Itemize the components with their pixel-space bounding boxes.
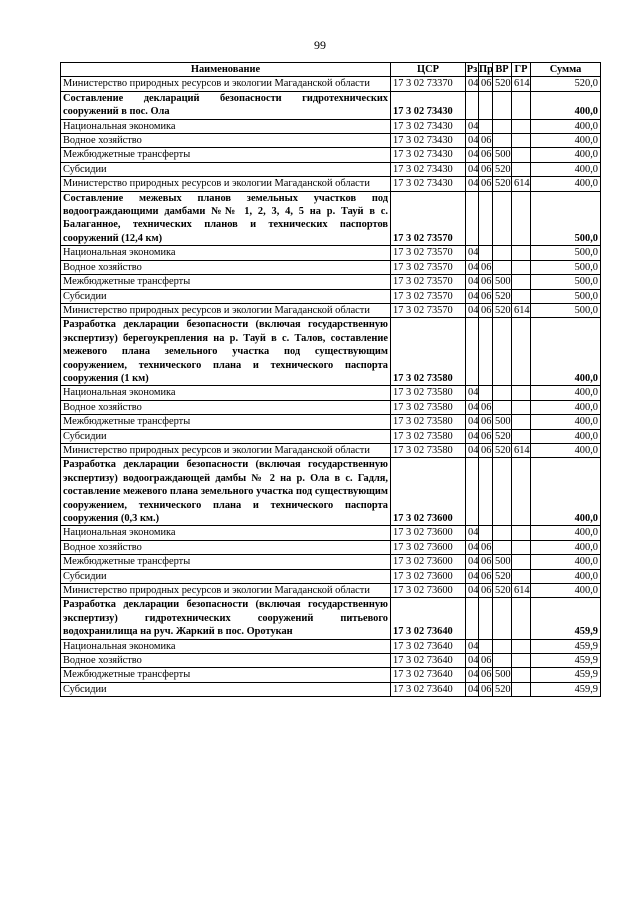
header-name: Наименование [61,63,391,77]
row-gr [512,289,531,303]
row-name: Водное хозяйство [61,654,391,668]
row-vr: 520 [493,429,512,443]
row-pr: 06 [479,654,493,668]
row-name: Разработка декларации безопасности (включая государственную экспертизу) гидротехнических сооружений питьевого водохранилища на руч. Жаркий в пос. Оротукан [61,598,391,639]
row-rz: 04 [466,555,479,569]
row-gr [512,540,531,554]
row-vr: 500 [493,555,512,569]
table-row [61,191,601,246]
table-row [61,148,601,162]
table-row [61,134,601,148]
budget-table [60,62,601,697]
row-pr: 06 [479,682,493,696]
row-sum: 500,0 [531,246,601,260]
row-pr: 06 [479,400,493,414]
row-gr [512,415,531,429]
row-rz [466,318,479,386]
header-csr: ЦСР [391,63,466,77]
row-csr: 17 3 02 73580 [391,429,466,443]
row-gr: 614 [512,77,531,91]
row-rz: 04 [466,260,479,274]
row-name: Министерство природных ресурсов и экологии Магаданской области [61,303,391,317]
row-sum: 500,0 [531,289,601,303]
row-pr: 06 [479,260,493,274]
row-sum: 400,0 [531,540,601,554]
table-row [61,555,601,569]
row-rz: 04 [466,177,479,191]
row-rz: 04 [466,275,479,289]
row-rz: 04 [466,303,479,317]
row-name: Водное хозяйство [61,260,391,274]
row-name: Субсидии [61,289,391,303]
row-csr: 17 3 02 73430 [391,148,466,162]
row-csr: 17 3 02 73600 [391,584,466,598]
row-csr: 17 3 02 73580 [391,400,466,414]
row-sum: 459,9 [531,639,601,653]
row-csr: 17 3 02 73370 [391,77,466,91]
row-gr [512,400,531,414]
row-name: Национальная экономика [61,526,391,540]
row-pr [479,458,493,526]
row-name: Субсидии [61,429,391,443]
row-sum: 400,0 [531,162,601,176]
table-row [61,639,601,653]
header-pr: Пр [479,64,493,75]
row-gr [512,654,531,668]
row-name: Межбюджетные трансферты [61,148,391,162]
row-gr [512,682,531,696]
row-gr [512,668,531,682]
row-csr: 17 3 02 73570 [391,246,466,260]
row-pr: 06 [479,275,493,289]
row-vr: 520 [493,584,512,598]
row-rz: 04 [466,429,479,443]
row-pr [479,246,493,260]
row-name: Национальная экономика [61,386,391,400]
table-row [61,682,601,696]
table-row [61,458,601,526]
table-row [61,584,601,598]
row-name: Министерство природных ресурсов и экологии Магаданской области [61,177,391,191]
row-gr [512,598,531,639]
row-name: Министерство природных ресурсов и экологии Магаданской области [61,584,391,598]
row-csr: 17 3 02 73600 [391,555,466,569]
row-pr [479,191,493,246]
row-name: Составление деклараций безопасности гидротехнических сооружений в пос. Ола [61,91,391,119]
row-vr: 500 [493,415,512,429]
row-vr [493,191,512,246]
row-csr: 17 3 02 73640 [391,682,466,696]
row-vr [493,119,512,133]
row-gr [512,458,531,526]
row-vr [493,598,512,639]
row-gr: 614 [512,584,531,598]
row-pr [479,526,493,540]
row-pr: 06 [479,443,493,457]
row-rz: 04 [466,119,479,133]
row-csr: 17 3 02 73430 [391,119,466,133]
row-csr: 17 3 02 73580 [391,386,466,400]
row-sum: 400,0 [531,458,601,526]
row-name: Субсидии [61,682,391,696]
table-row [61,386,601,400]
row-rz: 04 [466,386,479,400]
row-rz: 04 [466,584,479,598]
table-row [61,162,601,176]
row-pr: 06 [479,429,493,443]
row-csr: 17 3 02 73600 [391,540,466,554]
row-gr [512,318,531,386]
row-pr [479,639,493,653]
row-rz: 04 [466,134,479,148]
row-sum: 459,9 [531,598,601,639]
row-vr [493,526,512,540]
row-csr: 17 3 02 73570 [391,303,466,317]
row-rz: 04 [466,540,479,554]
table-row [61,654,601,668]
row-pr: 06 [479,177,493,191]
table-row [61,177,601,191]
table-row [61,246,601,260]
row-csr: 17 3 02 73430 [391,162,466,176]
row-vr: 500 [493,668,512,682]
row-vr: 520 [493,177,512,191]
row-pr: 06 [479,555,493,569]
row-name: Министерство природных ресурсов и экологии Магаданской области [61,443,391,457]
row-gr [512,191,531,246]
table-body [61,77,601,697]
row-pr: 06 [479,303,493,317]
row-rz: 04 [466,400,479,414]
row-vr [493,540,512,554]
row-vr [493,654,512,668]
row-vr: 520 [493,569,512,583]
row-gr [512,260,531,274]
table-row [61,400,601,414]
row-vr: 500 [493,148,512,162]
row-vr [493,91,512,119]
row-gr [512,162,531,176]
row-sum: 400,0 [531,177,601,191]
row-vr: 520 [493,77,512,91]
table-row [61,429,601,443]
row-vr: 520 [493,682,512,696]
row-vr [493,134,512,148]
row-sum: 400,0 [531,526,601,540]
row-csr: 17 3 02 73570 [391,275,466,289]
row-gr [512,119,531,133]
row-sum: 400,0 [531,584,601,598]
row-csr: 17 3 02 73430 [391,177,466,191]
row-pr [479,598,493,639]
row-sum: 459,9 [531,682,601,696]
row-rz: 04 [466,148,479,162]
row-sum: 500,0 [531,260,601,274]
row-pr: 06 [479,77,493,91]
row-sum: 400,0 [531,415,601,429]
row-pr [479,119,493,133]
row-vr [493,458,512,526]
row-pr [479,91,493,119]
row-csr: 17 3 02 73640 [391,668,466,682]
table-row [61,318,601,386]
row-gr [512,429,531,443]
row-vr: 520 [493,443,512,457]
row-rz: 04 [466,526,479,540]
row-name: Водное хозяйство [61,540,391,554]
row-gr [512,246,531,260]
row-name: Министерство природных ресурсов и экологии Магаданской области [61,77,391,91]
row-sum: 400,0 [531,569,601,583]
row-pr: 06 [479,162,493,176]
row-gr [512,555,531,569]
row-gr: 614 [512,303,531,317]
table-row [61,598,601,639]
table-row [61,119,601,133]
row-vr [493,386,512,400]
row-sum: 459,9 [531,668,601,682]
row-sum: 400,0 [531,148,601,162]
row-rz: 04 [466,668,479,682]
row-rz: 04 [466,682,479,696]
header-gr: ГР [512,63,531,77]
row-gr [512,569,531,583]
row-csr: 17 3 02 73580 [391,415,466,429]
row-sum: 400,0 [531,119,601,133]
table-header-row [61,63,601,77]
row-gr [512,134,531,148]
row-pr: 06 [479,134,493,148]
row-sum: 400,0 [531,429,601,443]
row-gr [512,526,531,540]
row-rz: 04 [466,654,479,668]
table-row [61,289,601,303]
row-rz: 04 [466,569,479,583]
row-csr: 17 3 02 73600 [391,569,466,583]
row-vr [493,318,512,386]
row-csr: 17 3 02 73430 [391,91,466,119]
table-row [61,443,601,457]
row-pr [479,318,493,386]
header-vr: ВР [493,63,512,77]
row-gr [512,386,531,400]
table-row [61,540,601,554]
row-csr: 17 3 02 73640 [391,654,466,668]
row-gr: 614 [512,177,531,191]
row-csr: 17 3 02 73600 [391,458,466,526]
row-name: Национальная экономика [61,119,391,133]
row-vr: 520 [493,289,512,303]
row-csr: 17 3 02 73640 [391,639,466,653]
row-name: Межбюджетные трансферты [61,275,391,289]
row-name: Водное хозяйство [61,400,391,414]
row-csr: 17 3 02 73570 [391,289,466,303]
row-rz [466,458,479,526]
table-row [61,260,601,274]
row-rz: 04 [466,639,479,653]
row-name: Межбюджетные трансферты [61,555,391,569]
row-name: Составление межевых планов земельных участков под водоограждающими дамбами №№ 1, 2, 3, 4, 5 на р. Тауй в с. Балаганное, технических планов и технических паспортов сооружений (12,4 км) [61,191,391,246]
row-sum: 400,0 [531,386,601,400]
row-name: Водное хозяйство [61,134,391,148]
row-sum: 500,0 [531,191,601,246]
table-row [61,91,601,119]
row-vr [493,400,512,414]
row-vr [493,639,512,653]
row-pr: 06 [479,540,493,554]
row-gr: 614 [512,443,531,457]
row-name: Межбюджетные трансферты [61,415,391,429]
table-row [61,668,601,682]
row-pr: 06 [479,148,493,162]
row-csr: 17 3 02 73570 [391,191,466,246]
row-sum: 400,0 [531,318,601,386]
row-csr: 17 3 02 73580 [391,443,466,457]
row-name: Субсидии [61,569,391,583]
row-rz: 04 [466,162,479,176]
table-row [61,415,601,429]
row-rz: 04 [466,246,479,260]
row-pr: 06 [479,415,493,429]
row-pr: 06 [479,569,493,583]
row-sum: 400,0 [531,134,601,148]
row-pr [479,386,493,400]
row-pr: 06 [479,584,493,598]
row-name: Межбюджетные трансферты [61,668,391,682]
table-row [61,303,601,317]
row-vr [493,260,512,274]
table-row [61,569,601,583]
row-vr: 500 [493,275,512,289]
table-row [61,275,601,289]
row-sum: 400,0 [531,555,601,569]
header-sum: Сумма [531,63,601,77]
row-sum: 520,0 [531,77,601,91]
row-csr: 17 3 02 73640 [391,598,466,639]
row-name: Разработка декларации безопасности (включая государственную экспертизу) водоограждающей дамбы № 2 на р. Ола в с. Гадля, составление межевого плана земельного участка под существующим сооружением, технического плана и технического паспорта сооружения (0,3 км.) [61,458,391,526]
row-name: Национальная экономика [61,246,391,260]
page-number: 99 [314,38,326,52]
row-sum: 400,0 [531,443,601,457]
row-csr: 17 3 02 73570 [391,260,466,274]
row-pr: 06 [479,289,493,303]
row-rz [466,91,479,119]
row-rz [466,191,479,246]
row-sum: 500,0 [531,303,601,317]
row-gr [512,148,531,162]
table-row [61,77,601,91]
row-gr [512,275,531,289]
row-vr: 520 [493,162,512,176]
row-rz [466,598,479,639]
row-sum: 400,0 [531,400,601,414]
row-rz: 04 [466,415,479,429]
row-csr: 17 3 02 73430 [391,134,466,148]
row-name: Национальная экономика [61,639,391,653]
row-gr [512,91,531,119]
row-gr [512,639,531,653]
row-csr: 17 3 02 73580 [391,318,466,386]
row-sum: 400,0 [531,91,601,119]
row-pr: 06 [479,668,493,682]
row-name: Разработка декларации безопасности (включая государственную экспертизу) берегоукрепления на р. Тауй в с. Талов, составление межевого плана земельного участка под существующим сооружением, технического плана и технического паспорта сооружения (1 км) [61,318,391,386]
row-vr: 520 [493,303,512,317]
row-rz: 04 [466,443,479,457]
row-rz: 04 [466,289,479,303]
header-rz: Рз [466,64,478,75]
row-name: Субсидии [61,162,391,176]
row-vr [493,246,512,260]
table-row [61,526,601,540]
row-csr: 17 3 02 73600 [391,526,466,540]
row-sum: 459,9 [531,654,601,668]
row-sum: 500,0 [531,275,601,289]
row-rz: 04 [466,77,479,91]
